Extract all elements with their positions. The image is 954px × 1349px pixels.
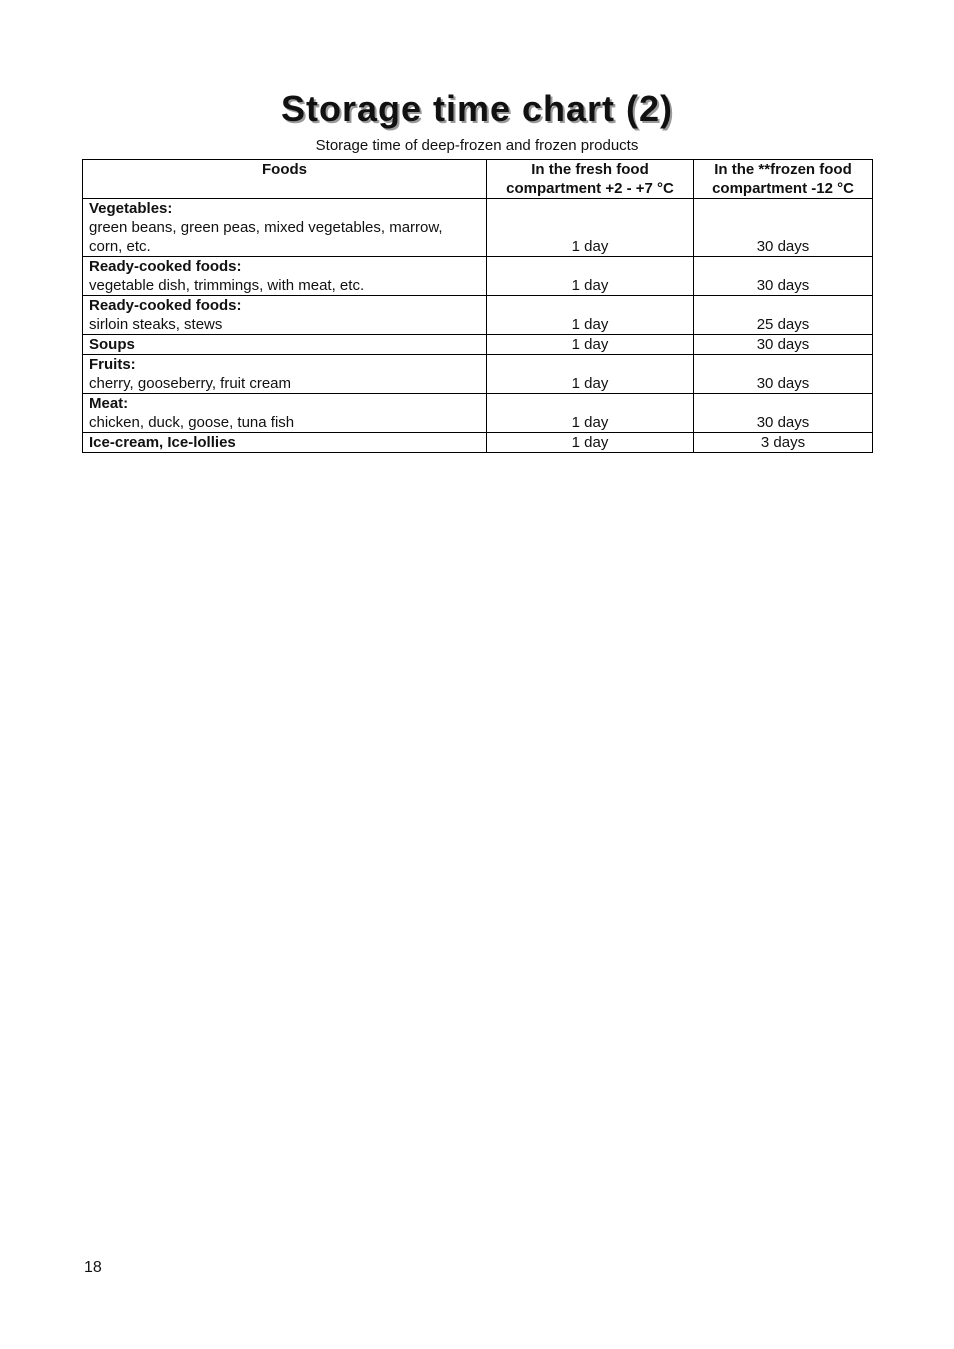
page-number: 18 xyxy=(84,1259,102,1276)
frozen-time-cell: 30 days xyxy=(694,394,873,433)
food-cell xyxy=(83,199,487,257)
fresh-time-cell: 1 day xyxy=(487,394,694,433)
food-cell xyxy=(83,433,487,453)
header-frozen-compartment xyxy=(694,160,873,199)
frozen-time-cell: 30 days xyxy=(694,335,873,355)
food-description: cherry, gooseberry, fruit cream xyxy=(89,375,292,392)
fresh-time-cell: 1 day xyxy=(487,257,694,296)
food-description: sirloin steaks, stews xyxy=(89,316,223,333)
header-foods-label: Foods xyxy=(262,161,307,178)
frozen-time-cell: 30 days xyxy=(694,355,873,394)
header-fresh-compartment xyxy=(487,160,694,199)
header-foods xyxy=(83,160,487,199)
table-row xyxy=(83,433,873,453)
frozen-time-cell: 3 days xyxy=(694,433,873,453)
header-fresh-line1: In the fresh food xyxy=(531,161,649,178)
frozen-time-cell: 25 days xyxy=(694,296,873,335)
fresh-time-cell: 1 day xyxy=(487,199,694,257)
frozen-time-cell: 30 days xyxy=(694,199,873,257)
frozen-time-cell: 30 days xyxy=(694,257,873,296)
header-fresh-line2: compartment +2 - +7 °C xyxy=(506,180,674,197)
food-name: Ready-cooked foods: xyxy=(89,297,242,314)
food-name: Vegetables: xyxy=(89,200,173,217)
food-description: vegetable dish, trimmings, with meat, etc. xyxy=(89,277,365,294)
storage-time-table xyxy=(82,159,873,453)
fresh-time-cell: 1 day xyxy=(487,355,694,394)
table-row xyxy=(83,335,873,355)
food-description: corn, etc. xyxy=(89,238,151,255)
page-subtitle: Storage time of deep-frozen and frozen products xyxy=(315,137,639,154)
fresh-time-cell: 1 day xyxy=(487,433,694,453)
table-row xyxy=(83,199,873,257)
header-frozen-line2: compartment -12 °C xyxy=(712,180,854,197)
food-cell xyxy=(83,355,487,394)
food-cell xyxy=(83,335,487,355)
food-cell xyxy=(83,394,487,433)
fresh-time-cell: 1 day xyxy=(487,296,694,335)
food-name: Soups xyxy=(89,336,135,353)
food-name: Ice-cream, Ice-lollies xyxy=(89,434,236,451)
page-title: Storage time chart (2) xyxy=(280,88,674,129)
fresh-time-cell: 1 day xyxy=(487,335,694,355)
food-name: Meat: xyxy=(89,395,129,412)
table-row xyxy=(83,257,873,296)
food-name: Ready-cooked foods: xyxy=(89,258,242,275)
table-row xyxy=(83,394,873,433)
food-name: Fruits: xyxy=(89,356,136,373)
food-description: chicken, duck, goose, tuna fish xyxy=(89,414,295,431)
table-header-row xyxy=(83,160,873,199)
header-frozen-line1: In the **frozen food xyxy=(714,161,852,178)
table-row xyxy=(83,296,873,335)
food-description: green beans, green peas, mixed vegetables, marrow, xyxy=(89,219,443,236)
food-cell xyxy=(83,257,487,296)
table-row xyxy=(83,355,873,394)
food-cell xyxy=(83,296,487,335)
